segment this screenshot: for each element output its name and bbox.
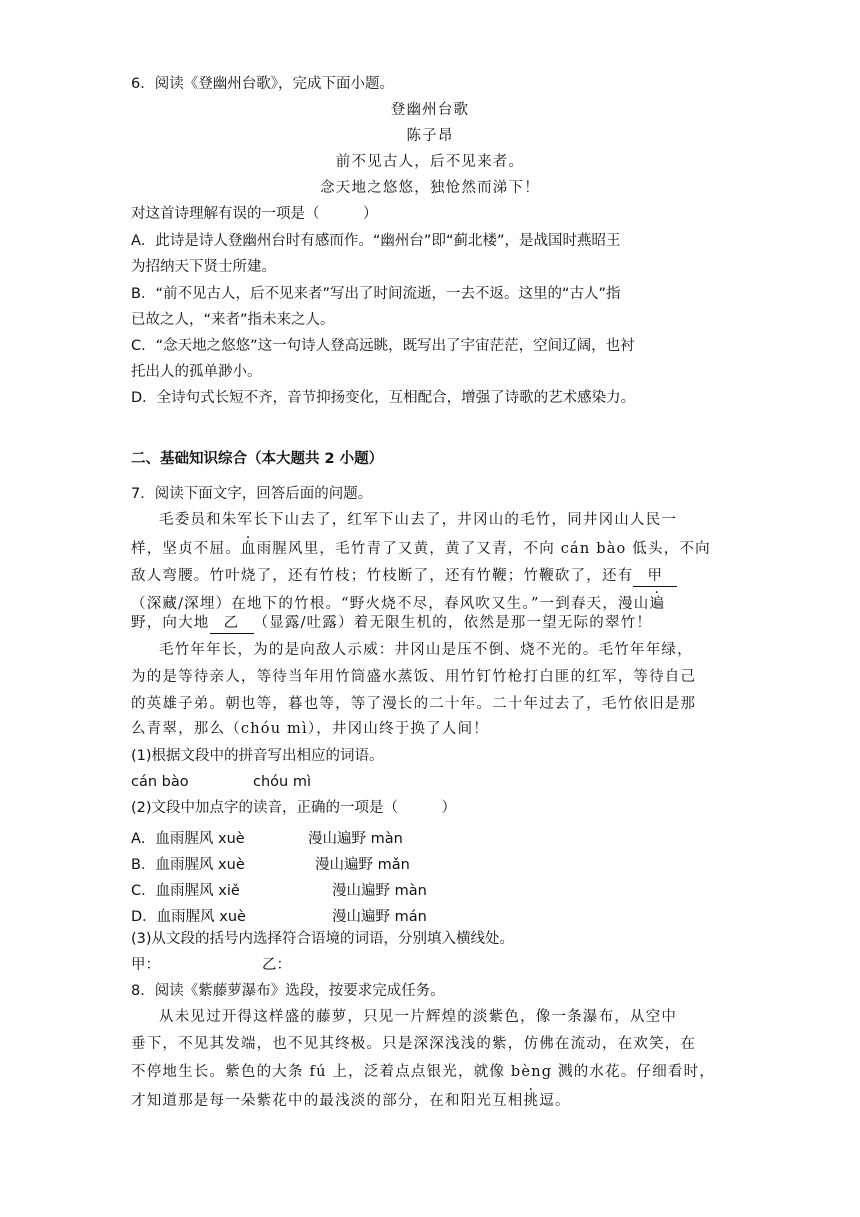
q7-text: 敌人弯腰。竹叶烧了，还有竹枝；竹枝断了，还有竹鞭；竹鞭砍了，还有 (131, 568, 634, 584)
q6-option-a-line2: 为招纳天下贤士所建。 (131, 259, 276, 275)
answer-label-jia: 甲： (131, 957, 160, 973)
poem-author: 陈子昂 (406, 128, 454, 144)
blank-yi[interactable]: 乙 (210, 613, 254, 634)
dotted-char-bian: 遍 (649, 596, 666, 612)
q6-option-d: D．全诗句式长短不齐，音节抑扬变化，互相配合，增强了诗歌的艺术感染力。 (131, 390, 636, 406)
q7-passage-p2-line1: 毛竹年年长，为的是向敌人示威：井冈山是压不倒、烧不光的。毛竹年年绿， (159, 642, 693, 658)
q8-text: 才知道那是每一朵紫花中的最浅淡的部分，在和阳光互相 (131, 1093, 524, 1109)
q6-title: 6．阅读《登幽州台歌》，完成下面小题。 (131, 76, 394, 92)
q7-text: 雨腥风里，毛竹青了又黄，黄了又青，不向 cán bào 低头，不向 (256, 541, 711, 557)
q7-text: 野，向大地 (131, 615, 210, 631)
poem-line-2: 念天地之悠悠，独怆然而涕下！ (320, 180, 540, 196)
q8-text: 逗。 (539, 1093, 571, 1109)
q7-option-d-right: 漫山遍野 mán (332, 909, 427, 925)
q8-passage-line3: 不停地生长。紫色的大条 fú 上，泛着点点银光，就像 bèng 溅的水花。仔细看时， (131, 1064, 716, 1080)
q7-text: （显露/吐露）着无限生机的，依然是那一望无际的翠竹！ (253, 615, 653, 631)
q7-passage-p1-line4 (131, 594, 665, 614)
q7-passage-p1-line3 (131, 566, 677, 587)
q7-option-c-right: 漫山遍野 màn (332, 883, 427, 899)
q7-passage-p1-line5 (131, 613, 652, 634)
pinyin-chou-mi: chóu mì (253, 774, 311, 790)
q8-passage-line4 (131, 1091, 571, 1111)
q6-option-c-line1: C．“念天地之悠悠”这一句诗人登高远眺，既写出了宇宙茫茫，空间辽阔，也衬 (131, 338, 635, 354)
dotted-char-tiao: 挑 (523, 1093, 540, 1109)
q7-option-c-left: C．血雨腥风 xiě (131, 883, 240, 899)
q7-sub1: (1)根据文段中的拼音写出相应的词语。 (131, 748, 384, 764)
q7-text: （深藏/深埋）在地下的竹根。“野火烧不尽，春风吹又生。”一到春天，漫山 (131, 596, 650, 612)
q7-passage-p2-line3: 的英雄子弟。朝也等，暮也等，等了漫长的二十年。二十年过去了，毛竹依旧是那 (131, 696, 697, 712)
q7-option-b-left: B．血雨腥风 xuè (131, 857, 245, 873)
q6-option-b-line2: 已故之人，“来者”指未来之人。 (131, 312, 335, 328)
q7-passage-p1-line2 (131, 539, 711, 559)
q6-question: 对这首诗理解有误的一项是（ ） (131, 206, 378, 222)
q7-option-b-right: 漫山遍野 mǎn (315, 857, 410, 873)
poem-title: 登幽州台歌 (390, 102, 470, 118)
blank-jia[interactable]: 甲 (633, 566, 677, 587)
q7-passage-p2-line4: 么青翠，那么（chóu mì），井冈山终于换了人间！ (131, 721, 489, 737)
q7-title: 7．阅读下面文字，回答后面的问题。 (131, 486, 373, 502)
q7-option-d-left: D．血雨腥风 xuè (131, 909, 246, 925)
q7-option-a-left: A．血雨腥风 xuè (131, 831, 245, 847)
answer-label-yi: 乙： (262, 957, 291, 973)
q6-option-c-line2: 托出人的孤单渺小。 (131, 364, 262, 380)
q7-sub2: (2)文段中加点字的读音，正确的一项是（ ） (131, 800, 457, 816)
q7-option-a-right: 漫山遍野 màn (308, 831, 403, 847)
q8-passage-line1: 从未见过开得这样盛的藤萝，只见一片辉煌的淡紫色，像一条瀑布，从空中 (159, 1009, 678, 1025)
q7-passage-p2-line2: 为的是等待亲人，等待当年用竹筒盛水蒸饭、用竹钉竹枪打白匪的红军，等待自己 (131, 669, 697, 685)
q7-passage-p1-line1: 毛委员和朱军长下山去了，红军下山去了，井冈山的毛竹，同井冈山人民一 (159, 512, 678, 528)
section-heading: 二、基础知识综合（本大题共 2 小题） (131, 451, 384, 467)
q8-passage-line2: 垂下，不见其发端，也不见其终极。只是深深浅浅的紫，仿佛在流动，在欢笑，在 (131, 1036, 697, 1052)
q6-option-a-line1: A．此诗是诗人登幽州台时有感而作。“幽州台”即“蓟北楼”，是战国时燕昭王 (131, 233, 621, 249)
q7-sub3: (3)从文段的括号内选择符合语境的词语，分别填入横线处。 (131, 931, 515, 947)
poem-line-1: 前不见古人，后不见来者。 (335, 154, 525, 170)
q6-option-b-line1: B．“前不见古人，后不见来者”写出了时间流逝，一去不返。这里的“古人”指 (131, 286, 621, 302)
dotted-char-xue: 血 (240, 541, 257, 557)
pinyin-can-bao: cán bào (131, 774, 189, 790)
q8-title: 8．阅读《紫藤萝瀑布》选段，按要求完成任务。 (131, 983, 445, 999)
q7-text: 样，坚贞不屈。 (131, 541, 241, 557)
